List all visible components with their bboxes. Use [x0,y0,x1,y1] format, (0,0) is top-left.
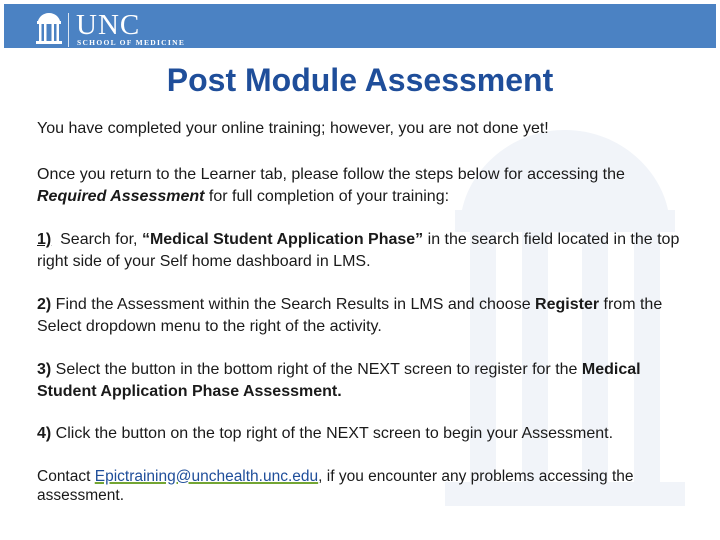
contact-pre: Contact [37,468,95,485]
step-3 [37,359,697,402]
instructions-post: for full completion of your training: [204,187,450,205]
logo-divider [68,13,69,47]
logo-wordmark: UNC [76,9,141,41]
intro-text: You have completed your online training; however, you are not done yet! [37,120,549,137]
step-2-pre: Find the Assessment within the Search Results in LMS and choose [51,296,536,313]
instructions-pre: Once you return to the Learner tab, please follow the steps below for accessing the [37,166,625,183]
instructions-paragraph [37,164,697,207]
logo-subtitle: SCHOOL OF MEDICINE [77,38,186,47]
step-2-bold: Register [535,296,600,313]
contact-paragraph [37,467,697,505]
step-3-bold: Medical Student Application Phase Assessment. [37,361,641,400]
step-4 [37,423,613,445]
step-4-pre: Click the button on the top right of the NEXT screen to begin your Assessment. [51,425,614,442]
step-4-number: 4) [37,425,52,442]
step-2-number: 2) [37,296,52,313]
step-1-bold: “Medical Student Application Phase” [141,231,424,248]
contact-email-link[interactable]: Epictraining@unchealth.unc.edu [94,468,319,485]
step-3-number: 3) [37,361,52,378]
step-2 [37,294,697,337]
step-1-number: 1) [37,231,52,248]
step-1 [37,229,697,272]
step-2-post: from the Select dropdown menu to the right of the activity. [37,296,663,335]
page-title: Post Module Assessment [166,62,554,98]
header-banner [4,4,716,48]
old-well-icon [34,11,64,47]
contact-post: , if you encounter any problems accessing the assessment. [37,468,634,504]
step-1-post: in the search field located in the top right side of your Self home dashboard in LMS. [37,231,680,270]
unc-logo [34,11,224,49]
step-3-pre: Select the button in the bottom right of the NEXT screen to register for the [51,361,582,378]
step-1-pre: Search for, [51,231,142,248]
required-assessment-emphasis: Required Assessment [37,187,205,205]
